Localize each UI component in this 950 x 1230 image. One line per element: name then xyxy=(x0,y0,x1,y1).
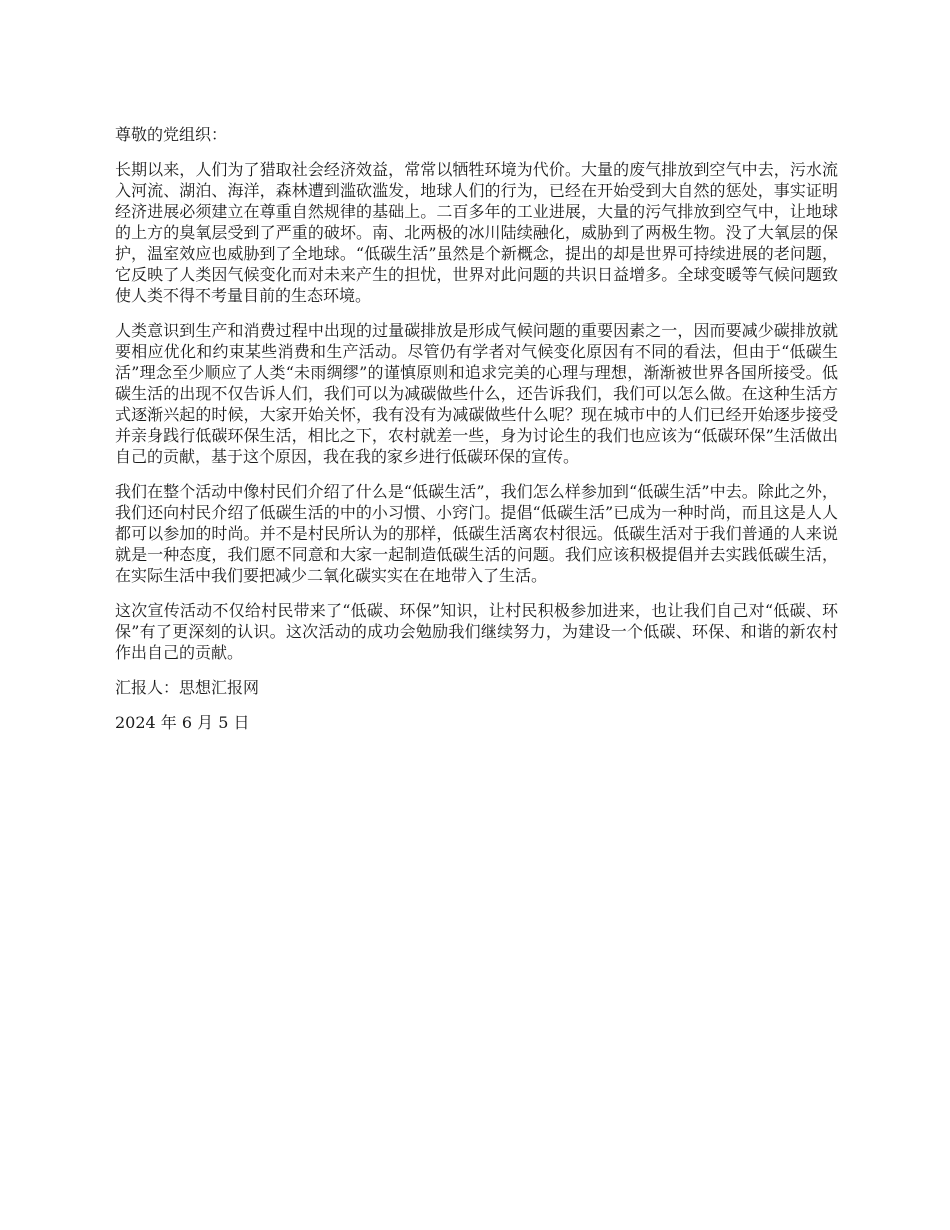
body-paragraph-2: 人类意识到生产和消费过程中出现的过量碳排放是形成气候问题的重要因素之一，因而要减少碳排放就要相应优化和约束某些消费和生产活动。尽管仍有学者对气候变化原因有不同的看法，但由于“低碳生活”理念至少顺应了人类“未雨绸缪”的谨慎原则和追求完美的心理与理想，渐渐被世界各国所接受。低碳生活的出现不仅告诉人们，我们可以为减碳做些什么，还告诉我们，我们可以怎么做。在这种生活方式逐渐兴起的时候，大家开始关怀，我有没有为减碳做些什么呢？现在城市中的人们已经开始逐步接受并亲身践行低碳环保生活，相比之下，农村就差一些，身为讨论生的我们也应该为“低碳环保”生活做出自己的贡献，基于这个原因，我在我的家乡进行低碳环保的宣传。 xyxy=(115,321,838,466)
report-date: 2024 年 6 月 5 日 xyxy=(115,713,250,732)
document-page xyxy=(115,124,838,747)
body-paragraph-4: 这次宣传活动不仅给村民带来了“低碳、环保”知识，让村民积极参加进来，也让我们自己对“低碳、环保”有了更深刻的认识。这次活动的成功会勉励我们继续努力，为建设一个低碳、环保、和谐的新农村作出自己的贡献。 xyxy=(115,601,838,662)
salutation: 尊敬的党组织： xyxy=(115,125,228,144)
body-paragraph-3: 我们在整个活动中像村民们介绍了什么是“低碳生活”，我们怎么样参加到“低碳生活”中去。除此之外，我们还向村民介绍了低碳生活的中的小习惯、小窍门。提倡“低碳生活”已成为一种时尚，而且这是人人都可以参加的时尚。并不是村民所认为的那样，低碳生活离农村很远。低碳生活对于我们普通的人来说就是一种态度，我们愿不同意和大家一起制造低碳生活的问题。我们应该积极提倡并去实践低碳生活，在实际生活中我们要把减少二氧化碳实实在在地带入了生活。 xyxy=(115,482,838,585)
body-paragraph-1: 长期以来，人们为了猎取社会经济效益，常常以牺牲环境为代价。大量的废气排放到空气中去，污水流入河流、湖泊、海洋，森林遭到滥砍滥发，地球人们的行为，已经在开始受到大自然的惩处，事实证明经济进展必须建立在尊重自然规律的基础上。二百多年的工业进展，大量的污气排放到空气中，让地球的上方的臭氧层受到了严重的破坏。南、北两极的冰川陆续融化，威胁到了两极生物。没了大氧层的保护，温室效应也威胁到了全地球。“低碳生活”虽然是个新概念，提出的却是世界可持续进展的老问题，它反映了人类因气候变化而对未来产生的担忧，世界对此问题的共识日益增多。全球变暖等气候问题致使人类不得不考量目前的生态环境。 xyxy=(115,160,838,305)
reporter-signature: 汇报人：思想汇报网 xyxy=(115,678,260,697)
